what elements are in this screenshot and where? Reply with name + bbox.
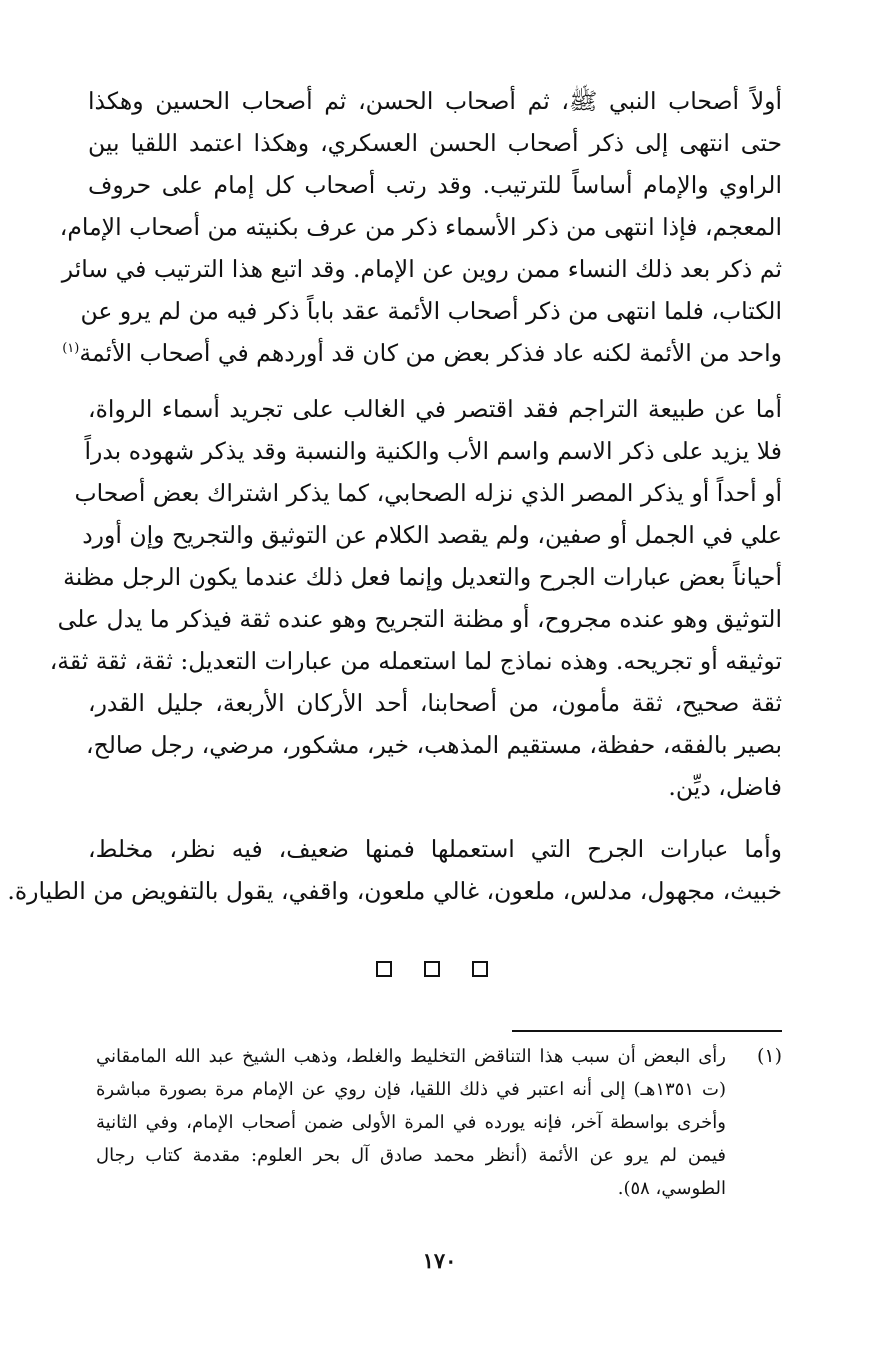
text-line: التوثيق وهو عنده مجروح، أو مظنة التجريح وهو عنده ثقة فيذكر ما يدل على	[57, 605, 782, 633]
text-line: توثيقه أو تجريحه. وهذه نماذج لما استعمله من عبارات التعديل: ثقة، ثقة ثقة،	[49, 647, 782, 675]
text-line: فلا يزيد على ذكر الاسم واسم الأب والكنية والنسبة وقد يذكر شهوده بدراً	[84, 437, 782, 465]
footnote-line: رأى البعض أن سبب هذا التناقض التخليط والغلط، وذهب الشيخ عبد الله المامقاني	[96, 1046, 726, 1067]
text-line: خبيث، مجهول، مدلس، ملعون، غالي ملعون، واقفي، يقول بالتفويض من الطيارة.	[7, 877, 782, 905]
text-line: واحد من الأئمة لكنه عاد فذكر بعض من كان قد أوردهم في أصحاب الأئمة	[79, 339, 782, 367]
paragraph-1	[59, 80, 782, 374]
footnote-number: (١)	[756, 1045, 782, 1067]
footnote-line: (ت ١٣٥١هـ) إلى أنه اعتبر في ذلك اللقيا، فإن روي عن الإمام مرة بصورة مباشرة	[96, 1079, 726, 1100]
text-line: أو أحداً أو يذكر المصر الذي نزله الصحابي، كما يذكر اشتراك بعض أصحاب	[74, 479, 782, 507]
square-ornament-icon	[472, 961, 488, 977]
text-line: ثم ذكر بعد ذلك النساء ممن روين عن الإمام. وقد اتبع هذا الترتيب في سائر	[61, 255, 782, 283]
text-line: أحياناً بعض عبارات الجرح والتعديل وإنما فعل ذلك عندما يكون الرجل مظنة	[63, 563, 782, 591]
text-line: علي في الجمل أو صفين، ولم يقصد الكلام عن التوثيق والتجريح وإن أورد	[82, 521, 782, 549]
text-line: أما عن طبيعة التراجم فقد اقتصر في الغالب على تجريد أسماء الرواة،	[88, 395, 782, 423]
footnote-reference[interactable]: (١)	[62, 341, 80, 357]
text-line: الكتاب، فلما انتهى من ذكر أصحاب الأئمة عقد باباً ذكر فيه من لم يرو عن	[80, 297, 782, 325]
square-ornament-icon	[376, 961, 392, 977]
footnote-divider	[512, 1030, 782, 1032]
page-number: ١٧٠	[422, 1248, 457, 1273]
paragraph-2	[49, 388, 782, 808]
footnote-line: الطوسي، ٥٨).	[617, 1178, 726, 1199]
text-line: المعجم، فإذا انتهى من ذكر الأسماء ذكر من عرف بكنيته من أصحاب الإمام،	[59, 213, 782, 241]
text-line: حتى انتهى إلى ذكر أصحاب الحسن العسكري، وهكذا اعتمد اللقيا بين	[88, 129, 782, 157]
text-line: وأما عبارات الجرح التي استعملها فمنها ضعيف، فيه نظر، مخلط،	[88, 835, 782, 863]
footnote-text	[96, 1040, 726, 1205]
text-line: فاضل، ديِّن.	[668, 773, 782, 801]
section-separator	[0, 961, 879, 981]
text-line: أولاً أصحاب النبي ﷺ، ثم أصحاب الحسن، ثم أصحاب الحسين وهكذا	[88, 87, 782, 115]
text-line: الراوي والإمام أساساً للترتيب. وقد رتب أصحاب كل إمام على حروف	[88, 171, 782, 199]
text-line-with-footnote	[62, 332, 782, 374]
square-ornament-icon	[424, 961, 440, 977]
text-line: بصير بالفقه، حفظة، مستقيم المذهب، خير، مشكور، مرضي، رجل صالح،	[86, 731, 782, 759]
footnote-line: فيمن لم يرو عن الأئمة (أنظر محمد صادق آل بحر العلوم: مقدمة كتاب رجال	[96, 1145, 726, 1166]
text-line: ثقة صحيح، ثقة مأمون، من أصحابنا، أحد الأركان الأربعة، جليل القدر،	[88, 689, 782, 717]
paragraph-3	[7, 828, 782, 912]
footnote-line: وأخرى بواسطة آخر، فإنه يورده في المرة الأولى ضمن أصحاب الإمام، وفي الثانية	[96, 1112, 726, 1133]
